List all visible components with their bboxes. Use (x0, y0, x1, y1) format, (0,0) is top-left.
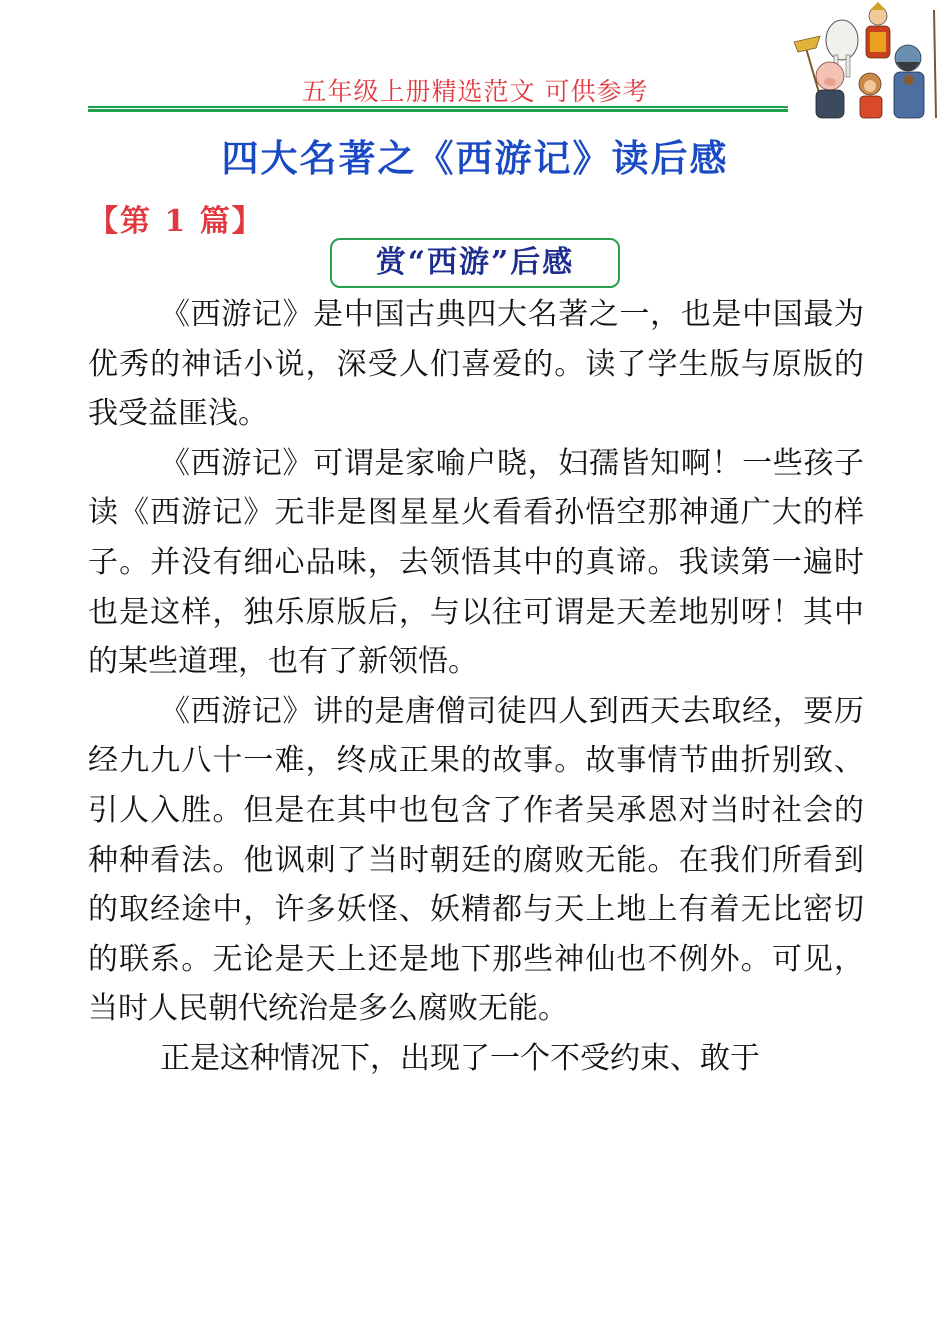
essay-paragraph: 正是这种情况下，出现了一个不受约束、敢于 (160, 1040, 760, 1076)
essay-body (88, 290, 864, 1084)
essay-paragraph: 《西游记》讲的是唐僧司徒四人到西天去取经，要历经九九八十一难，终成正果的故事。故事情节曲折别致、引人入胜。但是在其中也包含了作者吴承恩对当时社会的种种看法。他讽刺了当时朝廷的腐败无能。在我们所看到的取经途中，许多妖怪、妖精都与天上地上有着无比密切的联系。无论是天上还是地下那些神仙也不例外。可见，当时人民朝代统治是多么腐败无能。 (88, 693, 864, 1027)
document-title: 四大名著之《西游记》读后感 (221, 136, 729, 180)
subtitle-box: 赏“西游”后感 (330, 238, 620, 288)
essay-paragraph: 《西游记》是中国古典四大名著之一，也是中国最为优秀的神话小说，深受人们喜爱的。读了学生版与原版的我受益匪浅。 (88, 297, 864, 432)
essay-paragraph: 《西游记》可谓是家喻户晓，妇孺皆知啊！一些孩子读《西游记》无非是图星星火看看孙悟空那神通广大的样子。并没有细心品味，去领悟其中的真谛。我读第一遍时也是这样，独乐原版后，与以往可谓是天差地别呀！其中的某些道理，也有了新领悟。 (88, 445, 864, 680)
header-divider (88, 106, 788, 112)
chapter-label: 【第 1 篇】 (88, 204, 264, 239)
header-banner: 五年级上册精选范文 可供参考 (301, 77, 649, 106)
journey-to-the-west-characters-icon (790, 0, 950, 120)
